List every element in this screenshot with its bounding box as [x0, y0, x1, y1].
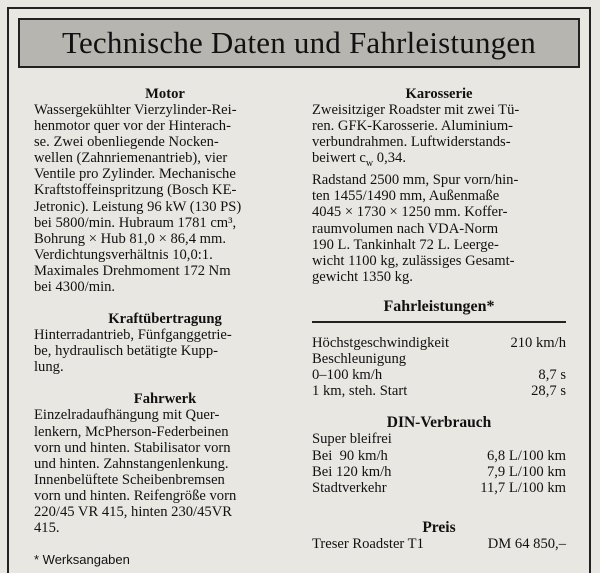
- karosserie-heading: Karosserie: [405, 86, 473, 102]
- din-value: 6,8 L/100 km: [486, 447, 566, 464]
- din-label: [312, 448, 388, 464]
- din-value: 7,9 L/100 km: [486, 463, 566, 480]
- karosserie-line: beiwert $c_w$ 0,34.: [312, 150, 406, 170]
- motor-line: henmotor quer vor der Hinterach-: [34, 118, 231, 135]
- perf-row: [312, 383, 566, 399]
- kraft-line: lung.: [34, 359, 64, 376]
- page-title: Technische Daten und Fahrleistungen: [62, 25, 536, 60]
- perf-row: [312, 335, 566, 351]
- fahrwerk-line: 415.: [34, 520, 60, 537]
- karosserie-line: ten 1455/1490 mm, Außenmaße: [312, 188, 500, 205]
- footnote: * Werksangaben: [34, 552, 130, 567]
- fahrwerk-line: vorn und hinten. Stabilisator vorn: [34, 439, 231, 456]
- perf-value: 28,7 s: [531, 383, 566, 400]
- motor-line: wellen (Zahnriemenantrieb), vier: [34, 150, 228, 167]
- section-fahrwerk: [34, 391, 296, 536]
- fahrwerk-line: Innenbelüftete Scheibenbremsen: [34, 471, 225, 488]
- fahrwerk-line: 220/45 VR 415, hinten 230/45VR: [34, 503, 232, 520]
- perf-label: Beschleunigung: [312, 351, 407, 368]
- motor-line: bei 4300/min.: [34, 279, 116, 296]
- motor-line: bei 5800/min. Hubraum 1781 cm³,: [34, 214, 237, 231]
- din-row: [312, 448, 566, 464]
- fahrwerk-line: und hinten. Zahnstangenlenkung.: [34, 455, 229, 472]
- motor-line: Verdichtungsverhältnis 10,0:1.: [34, 246, 213, 263]
- kraft-heading: Kraftübertragung: [108, 311, 222, 328]
- motor-line: Maximales Drehmoment 172 Nm: [34, 262, 231, 279]
- din-heading: DIN-Verbrauch: [386, 414, 492, 432]
- motor-line: Ventile pro Zylinder. Mechanische: [34, 166, 236, 183]
- title-bar: [18, 18, 580, 68]
- din-label-b: 120 km/h: [335, 463, 392, 480]
- motor-line: se. Zwei obenliegende Nocken-: [34, 134, 219, 151]
- preis-value: DM 64 850,–: [487, 535, 566, 552]
- kraft-line: Hinterradantrieb, Fünfganggetrie-: [34, 327, 232, 344]
- din-row: [312, 464, 566, 480]
- fahrwerk-line: Einzelradaufhängung mit Quer-: [34, 407, 220, 424]
- karosserie-line: verbundrahmen. Luftwiderstands-: [312, 134, 511, 151]
- perf-value: 8,7 s: [538, 367, 566, 384]
- left-column: [34, 86, 296, 548]
- section-kraftuebertragung: [34, 311, 296, 375]
- section-fahrleistungen: [312, 335, 566, 399]
- section-motor: [34, 86, 296, 295]
- fahrleistungen-rule: [312, 321, 566, 323]
- perf-row: [312, 367, 566, 383]
- karosserie-line: Radstand 2500 mm, Spur vorn/hin-: [312, 172, 519, 189]
- din-row: [312, 480, 566, 496]
- din-label-b: 90 km/h: [339, 447, 388, 464]
- karosserie-line: wicht 1100 kg, zulässiges Gesamt-: [312, 252, 515, 269]
- right-column: [312, 86, 566, 564]
- din-label: [312, 464, 391, 480]
- section-karosserie: [312, 86, 566, 285]
- perf-label: Höchstgeschwindigkeit: [312, 335, 449, 352]
- din-subtitle: Super bleifrei: [312, 431, 392, 448]
- karosserie-line: Zweisitziger Roadster mit zwei Tü-: [312, 102, 520, 118]
- din-label-a: Bei: [312, 463, 333, 480]
- section-preis: [312, 520, 566, 552]
- preis-heading: Preis: [422, 518, 456, 536]
- motor-line: Kraftstoffeinspritzung (Bosch KE-: [34, 182, 237, 199]
- fahrwerk-line: lenkern, McPherson-Federbeinen: [34, 423, 229, 440]
- karosserie-line: ren. GFK-Karosserie. Aluminium-: [312, 118, 514, 135]
- preis-label: Treser Roadster T1: [312, 535, 424, 552]
- perf-row: [312, 351, 566, 367]
- motor-text: [34, 102, 296, 295]
- motor-line: Bohrung × Hub 81,0 × 86,4 mm.: [34, 230, 226, 247]
- fahrwerk-heading: Fahrwerk: [133, 391, 197, 408]
- motor-heading: Motor: [145, 86, 185, 102]
- motor-line: Jetronic). Leistung 96 kW (130 PS): [34, 198, 242, 215]
- din-label-a: Bei: [312, 447, 333, 464]
- section-din-verbrauch: [312, 415, 566, 495]
- fahrwerk-line: vorn und hinten. Reifengröße vorn: [34, 487, 237, 504]
- perf-label: 0–100 km/h: [312, 367, 383, 384]
- preis-row: [312, 536, 566, 552]
- karosserie-line: 190 L. Tankinhalt 72 L. Leerge-: [312, 236, 499, 253]
- kraft-line: be, hydraulisch betätigte Kupp-: [34, 343, 218, 360]
- motor-line: Wassergekühlter Vierzylinder-Rei-: [34, 102, 237, 118]
- karosserie-line: raumvolumen nach VDA-Norm: [312, 220, 499, 237]
- din-label: Stadtverkehr: [312, 479, 387, 496]
- fahrleistungen-heading: Fahrleistungen*: [383, 297, 495, 315]
- perf-value: 210 km/h: [510, 335, 566, 352]
- karosserie-line: 4045 × 1730 × 1250 mm. Koffer-: [312, 204, 508, 221]
- perf-label: 1 km, steh. Start: [312, 383, 408, 400]
- din-value: 11,7 L/100 km: [480, 479, 566, 496]
- karosserie-line: gewicht 1350 kg.: [312, 268, 413, 285]
